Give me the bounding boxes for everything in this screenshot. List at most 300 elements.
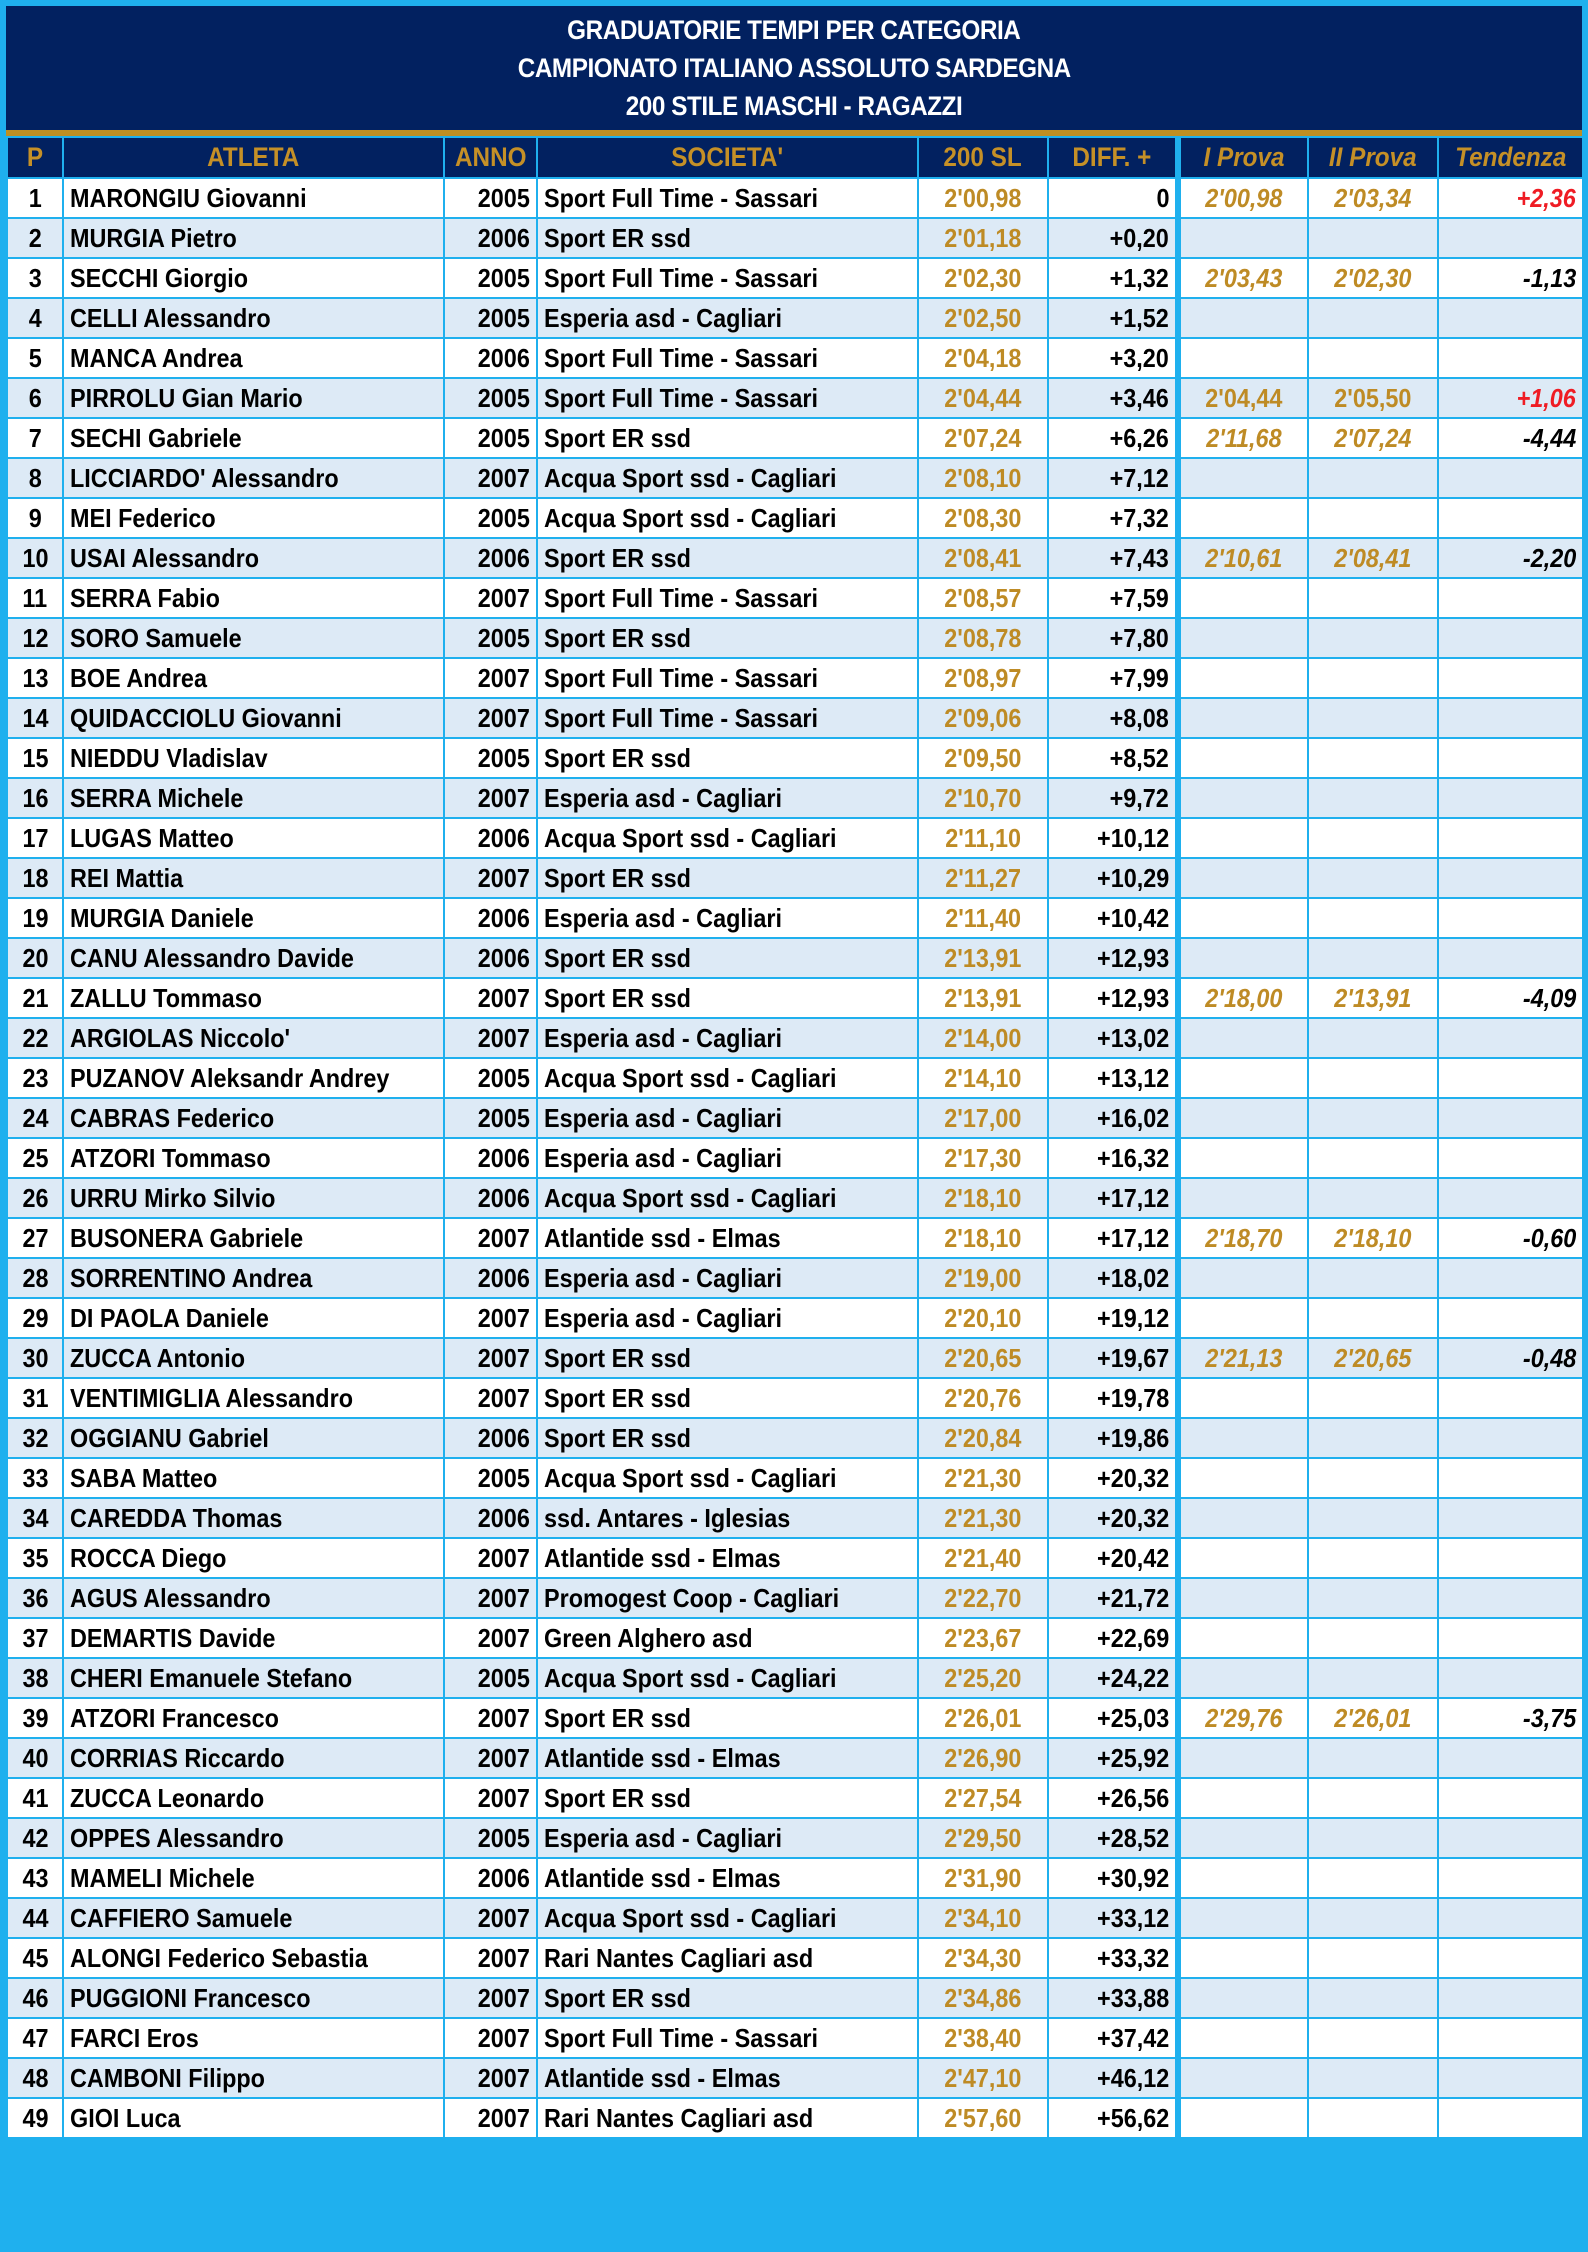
cell-first-trial (1178, 1418, 1308, 1458)
cell-athlete: BOE Andrea (63, 658, 444, 698)
cell-time: 2'31,90 (918, 1858, 1048, 1898)
cell-year: 2005 (444, 378, 537, 418)
cell-first-trial (1178, 1298, 1308, 1338)
cell-time: 2'26,01 (918, 1698, 1048, 1738)
cell-second-trial (1308, 1818, 1438, 1858)
cell-trend (1438, 1058, 1583, 1098)
table-row (7, 338, 1583, 378)
cell-club: Esperia asd - Cagliari (537, 1098, 918, 1138)
cell-athlete: BUSONERA Gabriele (63, 1218, 444, 1258)
cell-second-trial: 2'02,30 (1308, 258, 1438, 298)
cell-athlete: MURGIA Daniele (63, 898, 444, 938)
cell-club: Atlantide ssd - Elmas (537, 1218, 918, 1258)
cell-first-trial (1178, 2018, 1308, 2058)
cell-diff: +26,56 (1048, 1778, 1178, 1818)
cell-year: 2005 (444, 1098, 537, 1138)
cell-trend (1438, 1658, 1583, 1698)
cell-first-trial: 2'11,68 (1178, 418, 1308, 458)
cell-time: 2'21,30 (918, 1458, 1048, 1498)
cell-club: Acqua Sport ssd - Cagliari (537, 458, 918, 498)
cell-first-trial (1178, 1378, 1308, 1418)
cell-first-trial (1178, 778, 1308, 818)
cell-diff: +10,12 (1048, 818, 1178, 858)
cell-diff: +19,78 (1048, 1378, 1178, 1418)
cell-second-trial: 2'08,41 (1308, 538, 1438, 578)
cell-club: Atlantide ssd - Elmas (537, 1738, 918, 1778)
cell-trend (1438, 658, 1583, 698)
cell-club: Sport Full Time - Sassari (537, 338, 918, 378)
cell-position: 9 (7, 498, 63, 538)
cell-second-trial (1308, 1138, 1438, 1178)
cell-year: 2005 (444, 618, 537, 658)
cell-year: 2007 (444, 1298, 537, 1338)
cell-second-trial (1308, 498, 1438, 538)
cell-athlete: NIEDDU Vladislav (63, 738, 444, 778)
cell-club: Sport Full Time - Sassari (537, 378, 918, 418)
cell-position: 42 (7, 1818, 63, 1858)
cell-first-trial (1178, 1658, 1308, 1698)
cell-trend: -4,44 (1438, 418, 1583, 458)
cell-time: 2'21,40 (918, 1538, 1048, 1578)
cell-second-trial (1308, 738, 1438, 778)
cell-trend (1438, 498, 1583, 538)
cell-athlete: CAMBONI Filippo (63, 2058, 444, 2098)
cell-position: 2 (7, 218, 63, 258)
cell-second-trial (1308, 218, 1438, 258)
cell-club: Rari Nantes Cagliari asd (537, 1938, 918, 1978)
cell-year: 2007 (444, 1018, 537, 1058)
cell-second-trial (1308, 1378, 1438, 1418)
cell-position: 7 (7, 418, 63, 458)
cell-athlete: QUIDACCIOLU Giovanni (63, 698, 444, 738)
cell-position: 23 (7, 1058, 63, 1098)
table-row (7, 2098, 1583, 2138)
cell-diff: +30,92 (1048, 1858, 1178, 1898)
cell-position: 44 (7, 1898, 63, 1938)
cell-year: 2005 (444, 298, 537, 338)
cell-year: 2007 (444, 2018, 537, 2058)
cell-time: 2'04,44 (918, 378, 1048, 418)
cell-year: 2007 (444, 698, 537, 738)
cell-trend (1438, 1898, 1583, 1938)
table-row (7, 1258, 1583, 1298)
col-header-trend: Tendenza (1438, 137, 1583, 178)
cell-diff: +17,12 (1048, 1218, 1178, 1258)
cell-year: 2006 (444, 1258, 537, 1298)
cell-athlete: DEMARTIS Davide (63, 1618, 444, 1658)
cell-diff: 0 (1048, 178, 1178, 218)
cell-time: 2'21,30 (918, 1498, 1048, 1538)
cell-trend: -2,20 (1438, 538, 1583, 578)
cell-second-trial (1308, 1458, 1438, 1498)
cell-diff: +20,42 (1048, 1538, 1178, 1578)
table-row (7, 218, 1583, 258)
cell-time: 2'08,57 (918, 578, 1048, 618)
cell-trend (1438, 578, 1583, 618)
cell-club: Acqua Sport ssd - Cagliari (537, 498, 918, 538)
cell-year: 2005 (444, 178, 537, 218)
cell-trend (1438, 1538, 1583, 1578)
cell-second-trial (1308, 938, 1438, 978)
table-row (7, 698, 1583, 738)
cell-athlete: LICCIARDO' Alessandro (63, 458, 444, 498)
table-row (7, 2018, 1583, 2058)
cell-athlete: PUZANOV Aleksandr Andrey (63, 1058, 444, 1098)
title-line-1: GRADUATORIE TEMPI PER CATEGORIA (567, 15, 1021, 45)
cell-trend (1438, 1098, 1583, 1138)
cell-athlete: SECCHI Giorgio (63, 258, 444, 298)
cell-diff: +3,20 (1048, 338, 1178, 378)
cell-year: 2006 (444, 1858, 537, 1898)
cell-year: 2007 (444, 2098, 537, 2138)
cell-first-trial (1178, 338, 1308, 378)
cell-second-trial (1308, 1978, 1438, 2018)
cell-year: 2006 (444, 818, 537, 858)
cell-club: Sport ER ssd (537, 938, 918, 978)
cell-trend (1438, 618, 1583, 658)
cell-diff: +6,26 (1048, 418, 1178, 458)
cell-trend (1438, 2058, 1583, 2098)
cell-second-trial (1308, 1858, 1438, 1898)
cell-diff: +9,72 (1048, 778, 1178, 818)
cell-second-trial (1308, 2098, 1438, 2138)
table-row (7, 378, 1583, 418)
cell-second-trial (1308, 1658, 1438, 1698)
cell-position: 13 (7, 658, 63, 698)
cell-time: 2'57,60 (918, 2098, 1048, 2138)
cell-position: 20 (7, 938, 63, 978)
cell-year: 2006 (444, 218, 537, 258)
cell-athlete: DI PAOLA Daniele (63, 1298, 444, 1338)
cell-time: 2'34,10 (918, 1898, 1048, 1938)
cell-time: 2'01,18 (918, 218, 1048, 258)
title-line-2: CAMPIONATO ITALIANO ASSOLUTO SARDEGNA (517, 53, 1071, 83)
results-body (7, 178, 1583, 2138)
title-block (6, 6, 1582, 130)
cell-second-trial (1308, 1258, 1438, 1298)
cell-second-trial (1308, 818, 1438, 858)
cell-first-trial (1178, 298, 1308, 338)
cell-second-trial: 2'20,65 (1308, 1338, 1438, 1378)
cell-club: Sport ER ssd (537, 1378, 918, 1418)
cell-first-trial: 2'03,43 (1178, 258, 1308, 298)
cell-first-trial: 2'00,98 (1178, 178, 1308, 218)
cell-position: 26 (7, 1178, 63, 1218)
cell-athlete: ALONGI Federico Sebastia (63, 1938, 444, 1978)
cell-trend (1438, 1298, 1583, 1338)
table-row (7, 298, 1583, 338)
cell-diff: +10,29 (1048, 858, 1178, 898)
cell-diff: +24,22 (1048, 1658, 1178, 1698)
cell-position: 36 (7, 1578, 63, 1618)
col-header-first-trial: I Prova (1178, 137, 1308, 178)
results-table (6, 136, 1584, 2139)
cell-time: 2'23,67 (918, 1618, 1048, 1658)
cell-position: 27 (7, 1218, 63, 1258)
cell-second-trial (1308, 1618, 1438, 1658)
cell-athlete: SERRA Michele (63, 778, 444, 818)
cell-year: 2007 (444, 2058, 537, 2098)
cell-athlete: VENTIMIGLIA Alessandro (63, 1378, 444, 1418)
cell-position: 32 (7, 1418, 63, 1458)
cell-athlete: OGGIANU Gabriel (63, 1418, 444, 1458)
cell-year: 2007 (444, 778, 537, 818)
cell-club: Rari Nantes Cagliari asd (537, 2098, 918, 2138)
cell-position: 47 (7, 2018, 63, 2058)
cell-time: 2'07,24 (918, 418, 1048, 458)
cell-club: Acqua Sport ssd - Cagliari (537, 1898, 918, 1938)
cell-trend (1438, 298, 1583, 338)
cell-club: Sport ER ssd (537, 1698, 918, 1738)
cell-first-trial (1178, 1938, 1308, 1978)
cell-first-trial (1178, 1178, 1308, 1218)
cell-trend (1438, 1418, 1583, 1458)
cell-time: 2'20,65 (918, 1338, 1048, 1378)
cell-first-trial (1178, 1498, 1308, 1538)
col-header-year: ANNO (444, 137, 537, 178)
cell-time: 2'38,40 (918, 2018, 1048, 2058)
cell-club: ssd. Antares - Iglesias (537, 1498, 918, 1538)
cell-diff: +16,02 (1048, 1098, 1178, 1138)
cell-first-trial (1178, 1578, 1308, 1618)
cell-diff: +56,62 (1048, 2098, 1178, 2138)
table-row (7, 1218, 1583, 1258)
cell-first-trial (1178, 1258, 1308, 1298)
cell-athlete: ATZORI Francesco (63, 1698, 444, 1738)
cell-time: 2'11,27 (918, 858, 1048, 898)
cell-club: Sport ER ssd (537, 538, 918, 578)
table-row (7, 1738, 1583, 1778)
table-row (7, 738, 1583, 778)
cell-club: Sport ER ssd (537, 978, 918, 1018)
cell-second-trial (1308, 578, 1438, 618)
cell-club: Esperia asd - Cagliari (537, 298, 918, 338)
cell-position: 40 (7, 1738, 63, 1778)
cell-diff: +12,93 (1048, 978, 1178, 1018)
cell-first-trial (1178, 2058, 1308, 2098)
cell-time: 2'20,84 (918, 1418, 1048, 1458)
cell-first-trial (1178, 578, 1308, 618)
cell-club: Sport ER ssd (537, 1418, 918, 1458)
cell-first-trial (1178, 1018, 1308, 1058)
cell-time: 2'20,10 (918, 1298, 1048, 1338)
table-row (7, 898, 1583, 938)
cell-time: 2'17,00 (918, 1098, 1048, 1138)
cell-athlete: ZALLU Tommaso (63, 978, 444, 1018)
cell-athlete: MANCA Andrea (63, 338, 444, 378)
cell-second-trial: 2'18,10 (1308, 1218, 1438, 1258)
cell-second-trial (1308, 458, 1438, 498)
cell-club: Esperia asd - Cagliari (537, 778, 918, 818)
table-row (7, 1338, 1583, 1378)
cell-time: 2'08,30 (918, 498, 1048, 538)
table-row (7, 1458, 1583, 1498)
cell-athlete: CABRAS Federico (63, 1098, 444, 1138)
cell-second-trial: 2'03,34 (1308, 178, 1438, 218)
cell-second-trial (1308, 778, 1438, 818)
cell-trend (1438, 1858, 1583, 1898)
cell-diff: +10,42 (1048, 898, 1178, 938)
cell-athlete: OPPES Alessandro (63, 1818, 444, 1858)
cell-time: 2'27,54 (918, 1778, 1048, 1818)
cell-trend (1438, 1138, 1583, 1178)
cell-club: Acqua Sport ssd - Cagliari (537, 818, 918, 858)
cell-diff: +13,12 (1048, 1058, 1178, 1098)
cell-position: 1 (7, 178, 63, 218)
table-row (7, 1178, 1583, 1218)
cell-athlete: ZUCCA Antonio (63, 1338, 444, 1378)
cell-first-trial: 2'29,76 (1178, 1698, 1308, 1738)
cell-second-trial (1308, 1578, 1438, 1618)
table-row (7, 1498, 1583, 1538)
cell-position: 12 (7, 618, 63, 658)
cell-diff: +7,12 (1048, 458, 1178, 498)
cell-first-trial (1178, 938, 1308, 978)
table-row (7, 1538, 1583, 1578)
table-row (7, 1778, 1583, 1818)
cell-diff: +12,93 (1048, 938, 1178, 978)
cell-time: 2'08,78 (918, 618, 1048, 658)
cell-position: 46 (7, 1978, 63, 2018)
cell-athlete: CHERI Emanuele Stefano (63, 1658, 444, 1698)
cell-trend (1438, 1578, 1583, 1618)
cell-club: Sport ER ssd (537, 418, 918, 458)
cell-first-trial (1178, 218, 1308, 258)
cell-position: 31 (7, 1378, 63, 1418)
table-row (7, 1578, 1583, 1618)
cell-year: 2006 (444, 898, 537, 938)
cell-second-trial (1308, 618, 1438, 658)
cell-second-trial (1308, 338, 1438, 378)
table-row (7, 538, 1583, 578)
cell-trend (1438, 898, 1583, 938)
table-row (7, 1978, 1583, 2018)
cell-position: 25 (7, 1138, 63, 1178)
cell-time: 2'13,91 (918, 978, 1048, 1018)
cell-athlete: CELLI Alessandro (63, 298, 444, 338)
table-row (7, 1138, 1583, 1178)
results-sheet (6, 6, 1582, 2246)
cell-time: 2'17,30 (918, 1138, 1048, 1178)
cell-first-trial (1178, 1618, 1308, 1658)
title-line-3: 200 STILE MASCHI - RAGAZZI (625, 91, 963, 121)
cell-diff: +37,42 (1048, 2018, 1178, 2058)
cell-club: Sport ER ssd (537, 1338, 918, 1378)
cell-diff: +18,02 (1048, 1258, 1178, 1298)
cell-club: Atlantide ssd - Elmas (537, 1538, 918, 1578)
cell-position: 41 (7, 1778, 63, 1818)
cell-diff: +7,99 (1048, 658, 1178, 698)
cell-trend: -4,09 (1438, 978, 1583, 1018)
cell-athlete: URRU Mirko Silvio (63, 1178, 444, 1218)
cell-athlete: CAREDDA Thomas (63, 1498, 444, 1538)
cell-first-trial (1178, 698, 1308, 738)
cell-second-trial (1308, 858, 1438, 898)
cell-diff: +1,32 (1048, 258, 1178, 298)
cell-first-trial (1178, 1458, 1308, 1498)
cell-athlete: CORRIAS Riccardo (63, 1738, 444, 1778)
cell-year: 2005 (444, 418, 537, 458)
cell-position: 10 (7, 538, 63, 578)
cell-time: 2'11,40 (918, 898, 1048, 938)
cell-year: 2007 (444, 658, 537, 698)
cell-trend (1438, 1018, 1583, 1058)
cell-diff: +3,46 (1048, 378, 1178, 418)
cell-time: 2'11,10 (918, 818, 1048, 858)
cell-year: 2007 (444, 1218, 537, 1258)
cell-club: Sport Full Time - Sassari (537, 698, 918, 738)
cell-first-trial (1178, 1978, 1308, 2018)
cell-position: 14 (7, 698, 63, 738)
cell-athlete: GIOI Luca (63, 2098, 444, 2138)
cell-first-trial (1178, 898, 1308, 938)
cell-athlete: ROCCA Diego (63, 1538, 444, 1578)
cell-second-trial (1308, 1298, 1438, 1338)
cell-club: Acqua Sport ssd - Cagliari (537, 1178, 918, 1218)
cell-first-trial (1178, 858, 1308, 898)
cell-first-trial (1178, 618, 1308, 658)
cell-club: Esperia asd - Cagliari (537, 1138, 918, 1178)
cell-position: 15 (7, 738, 63, 778)
cell-first-trial: 2'21,13 (1178, 1338, 1308, 1378)
cell-club: Sport Full Time - Sassari (537, 2018, 918, 2058)
cell-position: 24 (7, 1098, 63, 1138)
cell-athlete: SABA Matteo (63, 1458, 444, 1498)
cell-diff: +8,52 (1048, 738, 1178, 778)
cell-position: 35 (7, 1538, 63, 1578)
cell-trend (1438, 778, 1583, 818)
cell-second-trial: 2'07,24 (1308, 418, 1438, 458)
cell-athlete: SERRA Fabio (63, 578, 444, 618)
cell-diff: +8,08 (1048, 698, 1178, 738)
table-row (7, 1298, 1583, 1338)
cell-athlete: ZUCCA Leonardo (63, 1778, 444, 1818)
cell-club: Esperia asd - Cagliari (537, 898, 918, 938)
cell-diff: +13,02 (1048, 1018, 1178, 1058)
table-row (7, 1618, 1583, 1658)
cell-year: 2005 (444, 1458, 537, 1498)
cell-time: 2'13,91 (918, 938, 1048, 978)
cell-first-trial (1178, 2098, 1308, 2138)
cell-club: Sport Full Time - Sassari (537, 258, 918, 298)
cell-position: 22 (7, 1018, 63, 1058)
cell-first-trial (1178, 498, 1308, 538)
col-header-athlete: ATLETA (63, 137, 444, 178)
cell-diff: +7,43 (1048, 538, 1178, 578)
cell-second-trial: 2'05,50 (1308, 378, 1438, 418)
cell-trend (1438, 338, 1583, 378)
cell-time: 2'02,30 (918, 258, 1048, 298)
cell-athlete: FARCI Eros (63, 2018, 444, 2058)
table-row (7, 1058, 1583, 1098)
cell-first-trial: 2'18,00 (1178, 978, 1308, 1018)
cell-second-trial (1308, 298, 1438, 338)
cell-trend (1438, 1978, 1583, 2018)
table-row (7, 938, 1583, 978)
cell-athlete: ARGIOLAS Niccolo' (63, 1018, 444, 1058)
cell-diff: +33,32 (1048, 1938, 1178, 1978)
cell-time: 2'08,97 (918, 658, 1048, 698)
cell-first-trial (1178, 818, 1308, 858)
col-header-club: SOCIETA' (537, 137, 918, 178)
cell-first-trial: 2'18,70 (1178, 1218, 1308, 1258)
cell-diff: +21,72 (1048, 1578, 1178, 1618)
cell-trend: -3,75 (1438, 1698, 1583, 1738)
cell-first-trial: 2'04,44 (1178, 378, 1308, 418)
table-row (7, 1658, 1583, 1698)
cell-first-trial (1178, 1098, 1308, 1138)
cell-diff: +33,12 (1048, 1898, 1178, 1938)
